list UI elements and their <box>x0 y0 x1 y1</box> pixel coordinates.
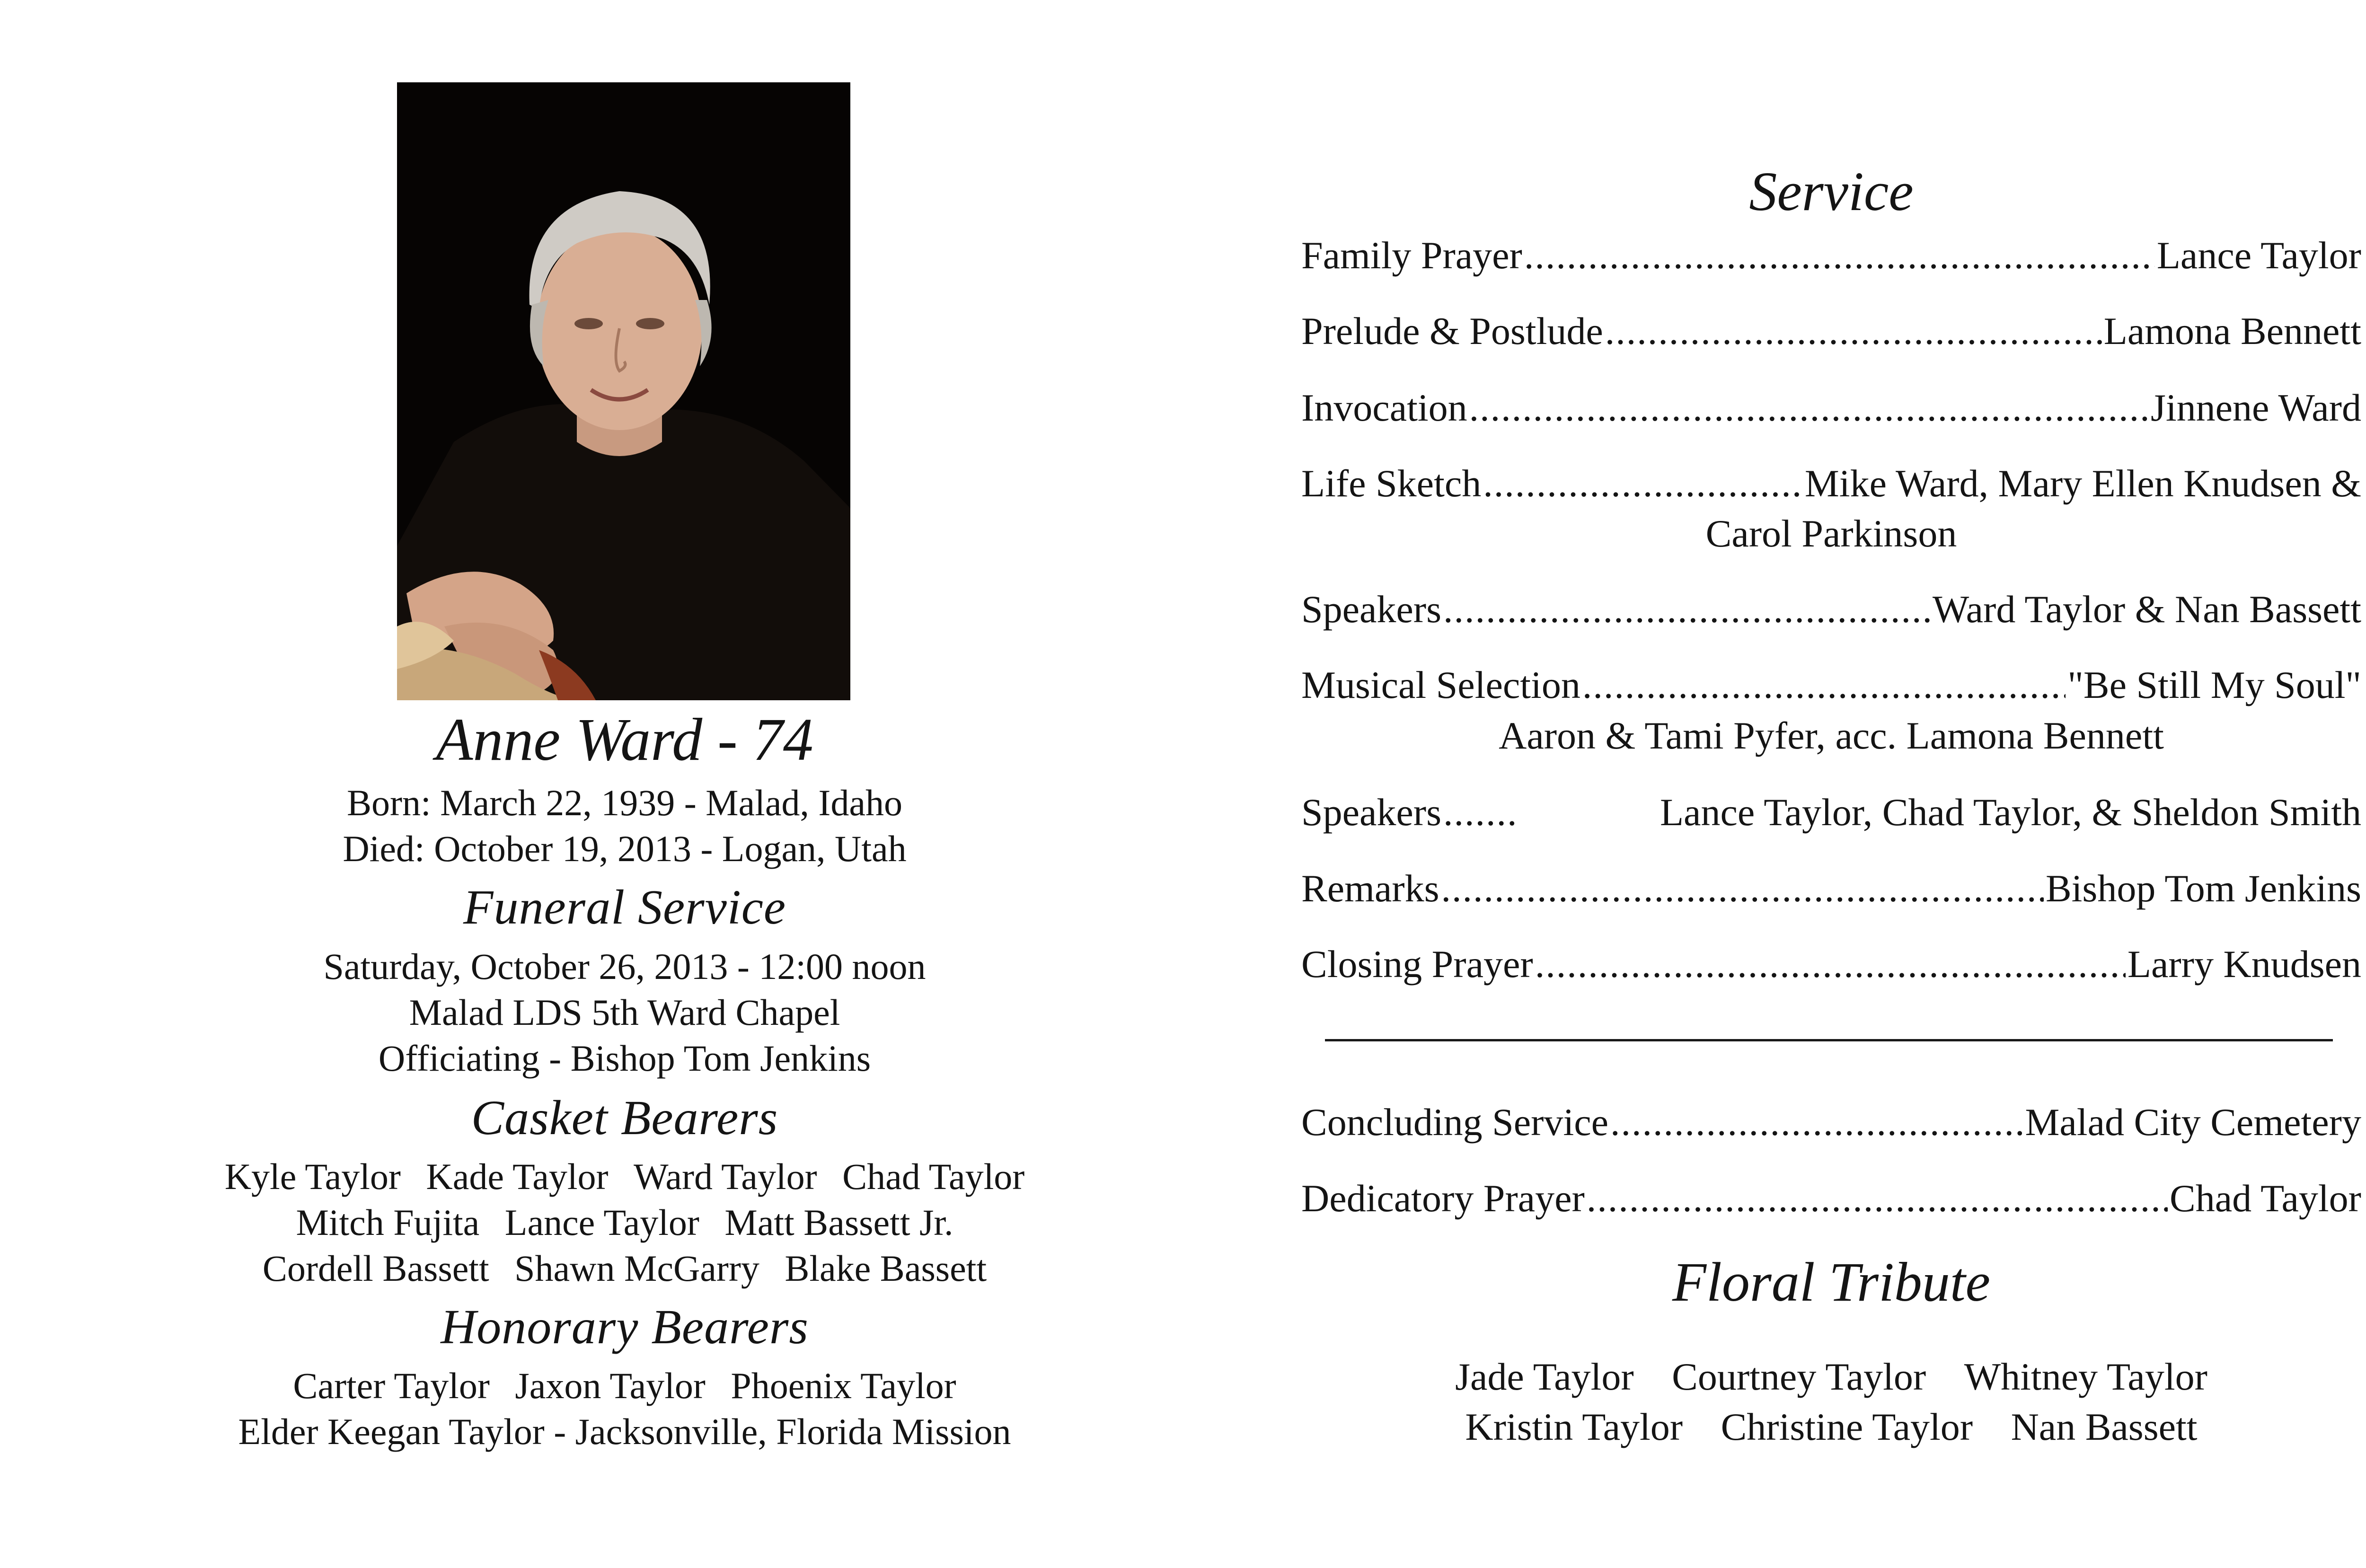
service-item-label: Remarks <box>1301 867 1439 910</box>
floral-tribute-name: Courtney Taylor <box>1672 1355 1926 1398</box>
concluding-service <box>1301 1099 2361 1146</box>
floral-tribute-row <box>1297 1403 2366 1451</box>
funeral-date: Saturday, October 26, 2013 - 12:00 noon <box>323 946 926 987</box>
service-item-speakers <box>1301 586 2361 633</box>
leader-dots <box>1582 661 2066 709</box>
floral-tribute-name: Whitney Taylor <box>1964 1355 2207 1398</box>
service-item-continuation: Carol Parkinson <box>1705 512 1957 555</box>
funeral-place: Malad LDS 5th Ward Chapel <box>409 992 840 1033</box>
casket-bearer: Matt Bassett Jr. <box>724 1202 953 1243</box>
service-item-label: Speakers <box>1301 791 1442 834</box>
honorary-bearers-heading: Honorary Bearers <box>441 1300 809 1354</box>
honorary-bearer-mission: Elder Keegan Taylor - Jacksonville, Florida Mission <box>238 1411 1011 1452</box>
service-item-person: Bishop Tom Jenkins <box>2045 867 2361 910</box>
casket-bearer: Kade Taylor <box>426 1156 609 1197</box>
funeral-officiating: Officiating - Bishop Tom Jenkins <box>378 1038 871 1079</box>
floral-tribute-row <box>1297 1353 2366 1401</box>
service-item-remarks <box>1301 865 2361 912</box>
casket-bearer: Mitch Fujita <box>296 1202 480 1243</box>
service-item-prelude <box>1301 308 2361 355</box>
service-item-musical-selection <box>1301 661 2361 709</box>
leader-dots <box>1605 308 2102 355</box>
casket-bearers-row <box>151 1245 1098 1291</box>
service-item-closing-prayer <box>1301 941 2361 988</box>
service-item-person: "Be Still My Soul" <box>2067 663 2361 706</box>
leader-dots <box>1469 384 2149 432</box>
floral-tribute-name: Nan Bassett <box>2011 1405 2198 1448</box>
casket-bearer: Chad Taylor <box>842 1156 1025 1197</box>
service-item-label: Dedicatory Prayer <box>1301 1177 1585 1220</box>
leader-dots <box>1441 865 2043 912</box>
service-item-speakers <box>1301 789 2361 836</box>
service-item-person: Ward Taylor & Nan Bassett <box>1932 588 2361 631</box>
service-item-label: Invocation <box>1301 386 1467 429</box>
service-item-label: Prelude & Postlude <box>1301 309 1603 352</box>
service-item-continuation: Aaron & Tami Pyfer, acc. Lamona Bennett <box>1499 714 2164 757</box>
floral-tribute-name: Jade Taylor <box>1455 1355 1634 1398</box>
casket-bearer: Ward Taylor <box>634 1156 817 1197</box>
funeral-service-heading: Funeral Service <box>463 880 786 934</box>
service-item-person: Larry Knudsen <box>2127 943 2361 986</box>
dedicatory-prayer <box>1301 1175 2361 1222</box>
floral-tribute-name: Christine Taylor <box>1721 1405 1973 1448</box>
service-item-person: Malad City Cemetery <box>2025 1101 2361 1144</box>
honorary-bearers-row <box>151 1363 1098 1409</box>
death-info: Died: October 19, 2013 - Logan, Utah <box>343 828 907 869</box>
leader-dots <box>1483 460 1803 507</box>
service-item-label: Concluding Service <box>1301 1101 1609 1144</box>
leader-dots <box>1524 232 2155 279</box>
service-item-person: Lance Taylor, Chad Taylor, & Sheldon Smith <box>1660 791 2361 834</box>
honorary-bearer: Jaxon Taylor <box>515 1365 706 1406</box>
casket-bearers-heading: Casket Bearers <box>471 1091 778 1145</box>
service-heading: Service <box>1749 160 1914 222</box>
floral-tribute-name: Kristin Taylor <box>1465 1405 1683 1448</box>
service-item-person: Chad Taylor <box>2170 1177 2361 1220</box>
service-item-label: Speakers <box>1301 588 1442 631</box>
service-item-person: Jinnene Ward <box>2150 386 2361 429</box>
casket-bearer: Cordell Bassett <box>262 1248 489 1289</box>
casket-bearers-row <box>151 1154 1098 1199</box>
section-divider <box>1325 1039 2333 1041</box>
floral-tribute-heading: Floral Tribute <box>1672 1251 1991 1313</box>
service-item-label: Family Prayer <box>1301 234 1522 277</box>
leader-dots <box>1610 1099 2023 1146</box>
service-item-family-prayer <box>1301 232 2361 279</box>
service-item-invocation <box>1301 384 2361 432</box>
leader-dots <box>1535 941 2126 988</box>
service-item-life-sketch <box>1301 460 2361 507</box>
deceased-name: Anne Ward - 74 <box>436 706 813 773</box>
service-item-person: Lamona Bennett <box>2103 309 2361 352</box>
leader-dots <box>1443 789 1519 836</box>
service-item-person: Lance Taylor <box>2156 234 2361 277</box>
casket-bearer: Lance Taylor <box>504 1202 699 1243</box>
birth-info: Born: March 22, 1939 - Malad, Idaho <box>346 782 903 823</box>
portrait-photo <box>397 82 850 700</box>
casket-bearer: Kyle Taylor <box>224 1156 401 1197</box>
casket-bearers-row <box>151 1199 1098 1245</box>
leader-dots <box>1587 1175 2168 1222</box>
honorary-bearer: Carter Taylor <box>293 1365 490 1406</box>
service-item-person: Mike Ward, Mary Ellen Knudsen & <box>1804 462 2361 505</box>
leader-dots <box>1443 586 1931 633</box>
service-item-label: Musical Selection <box>1301 663 1580 706</box>
casket-bearer: Shawn McGarry <box>514 1248 759 1289</box>
casket-bearer: Blake Bassett <box>785 1248 987 1289</box>
honorary-bearer: Phoenix Taylor <box>731 1365 956 1406</box>
service-item-label: Closing Prayer <box>1301 943 1533 986</box>
service-item-label: Life Sketch <box>1301 462 1482 505</box>
